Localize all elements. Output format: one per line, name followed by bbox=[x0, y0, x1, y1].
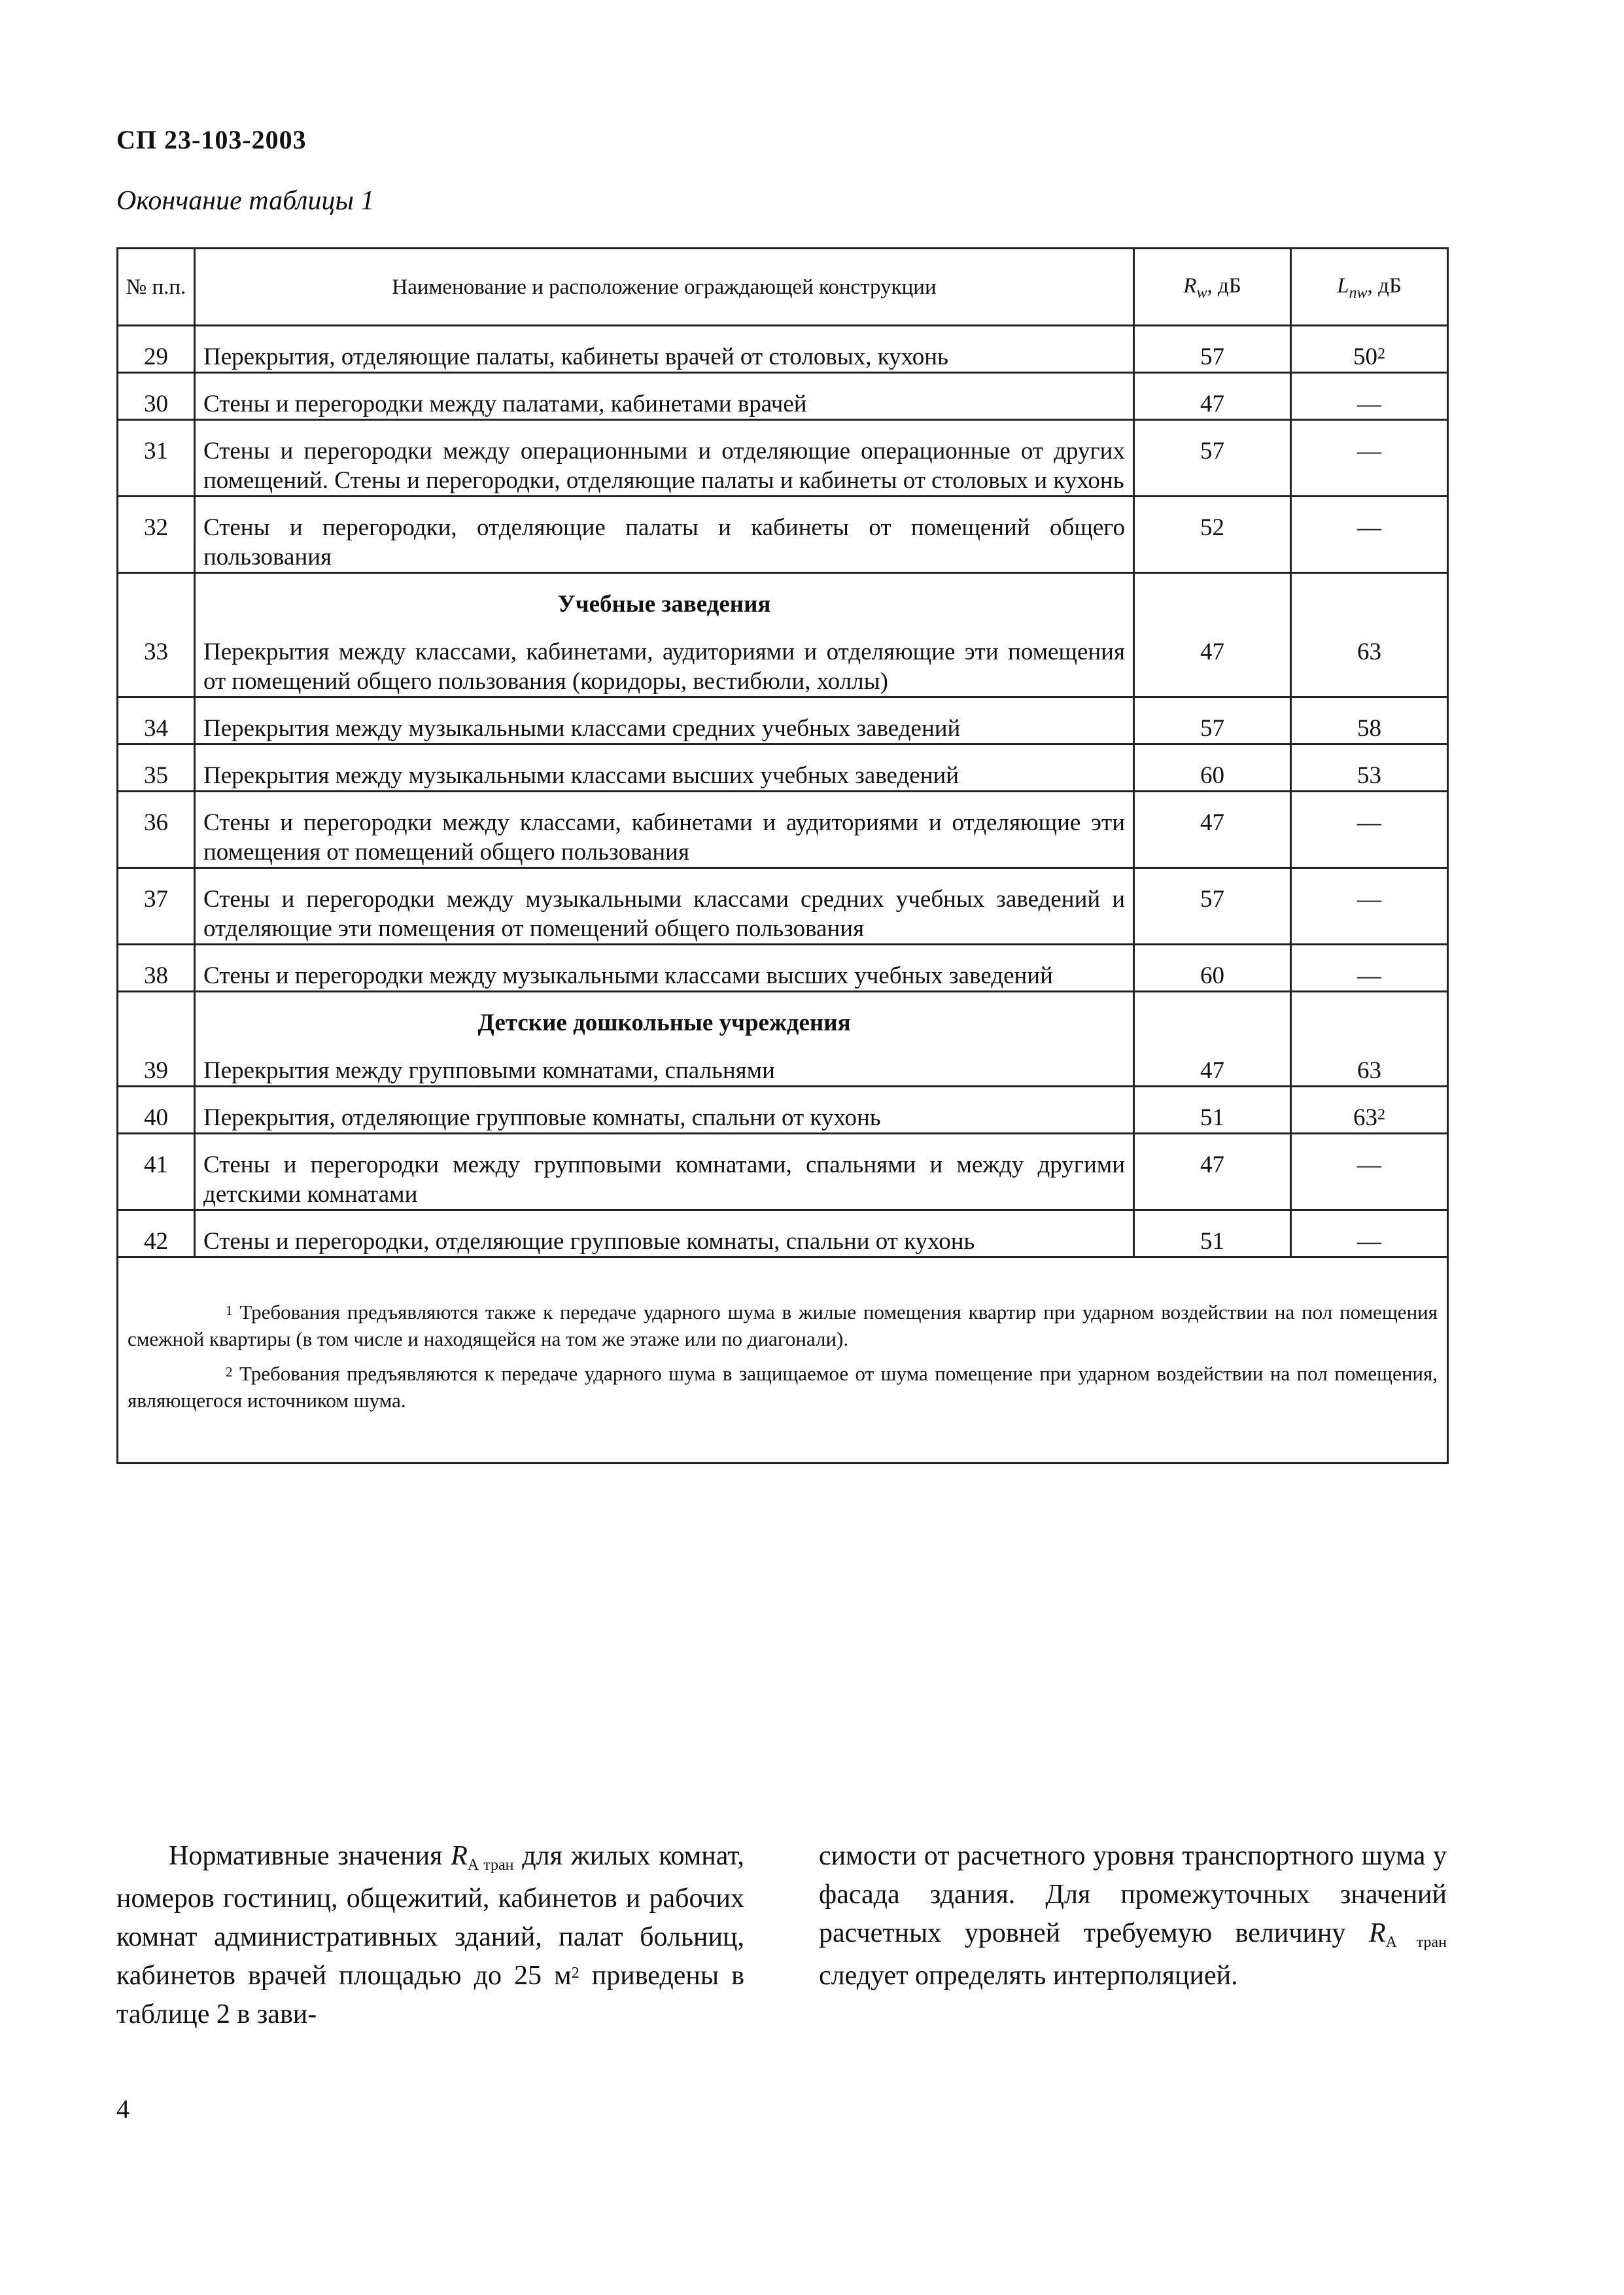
row-lnw-value bbox=[1291, 573, 1448, 697]
r-symbol: R bbox=[451, 1841, 468, 1871]
row-rw-value: 47 bbox=[1134, 1134, 1291, 1210]
table-row bbox=[118, 745, 1448, 792]
row-number: 41 bbox=[118, 1134, 195, 1210]
lnw-value-text: — bbox=[1357, 391, 1381, 417]
row-rw-value: 47 bbox=[1134, 573, 1291, 697]
notes-row bbox=[118, 1257, 1448, 1463]
footnote-text: Требования предъявляются к передаче ударного шума в защищаемое от шума помещение при ударном воздействии на пол помещения, являющегося источником шума. bbox=[128, 1362, 1438, 1412]
row-name bbox=[195, 497, 1134, 573]
lnw-value-text: — bbox=[1357, 1228, 1381, 1255]
row-lnw-value bbox=[1291, 420, 1448, 497]
row-number: 34 bbox=[118, 697, 195, 745]
row-name-text: Перекрытия между групповыми комнатами, спальнями bbox=[203, 1057, 775, 1084]
body-paragraph-right bbox=[819, 1837, 1447, 1995]
row-name bbox=[195, 992, 1134, 1087]
body-text-span: для жилых комнат, номеров гостиниц, общежитий, кабинетов и рабочих комнат административных зданий, палат больниц, кабинетов врачей площадью до 25 м bbox=[116, 1841, 744, 1991]
row-lnw-value bbox=[1291, 945, 1448, 992]
body-text-span: симости от расчетного уровня транспортного шума у фасада здания. Для промежуточных значений расчетных уровней требуемую величину bbox=[819, 1841, 1447, 1948]
row-number: 35 bbox=[118, 745, 195, 792]
lnw-value-text: — bbox=[1357, 1151, 1381, 1178]
row-lnw-value bbox=[1291, 992, 1448, 1087]
footnote-text: Требования предъявляются также к передаче ударного шума в жилые помещения квартир при ударном воздействии на пол помещения смежной квартиры (в том числе и находящейся на том же этаже или по диагонали). bbox=[128, 1301, 1438, 1350]
table-row bbox=[118, 1210, 1448, 1257]
rw-unit: , дБ bbox=[1207, 274, 1241, 298]
row-lnw-value bbox=[1291, 1134, 1448, 1210]
table-row bbox=[118, 373, 1448, 420]
r-symbol: R bbox=[1368, 1918, 1386, 1948]
r-subscript: A тран bbox=[1385, 1934, 1447, 1951]
footnote-number: 1 bbox=[226, 1303, 233, 1318]
row-lnw-value bbox=[1291, 326, 1448, 373]
header-lnw bbox=[1291, 249, 1448, 326]
row-name-text: Стены и перегородки между палатами, кабинетами врачей bbox=[203, 391, 807, 417]
page-number: 4 bbox=[116, 2094, 130, 2124]
table-row bbox=[118, 992, 1448, 1087]
requirements-table bbox=[116, 247, 1449, 1464]
footnote-mark: 2 bbox=[1377, 345, 1385, 362]
row-name bbox=[195, 1087, 1134, 1134]
body-text-span: следует определять интерполяцией. bbox=[819, 1961, 1238, 1991]
row-lnw-value bbox=[1291, 1210, 1448, 1257]
row-number: 30 bbox=[118, 373, 195, 420]
row-name bbox=[195, 1134, 1134, 1210]
body-paragraph-left bbox=[116, 1837, 744, 2034]
lnw-value-text: 63 bbox=[1353, 1104, 1377, 1131]
lnw-value-text: 63 bbox=[1357, 639, 1381, 665]
row-name bbox=[195, 1210, 1134, 1257]
row-name bbox=[195, 373, 1134, 420]
lnw-subscript: nw bbox=[1349, 285, 1368, 302]
body-text bbox=[116, 1837, 1447, 2034]
table-notes bbox=[118, 1257, 1448, 1463]
row-name-text: Стены и перегородки, отделяющие палаты и кабинеты от помещений общего пользования bbox=[203, 514, 1125, 570]
row-rw-value: 57 bbox=[1134, 420, 1291, 497]
row-name bbox=[195, 745, 1134, 792]
body-column-left bbox=[116, 1837, 744, 2034]
row-rw-value: 47 bbox=[1134, 373, 1291, 420]
lnw-value-text: — bbox=[1357, 438, 1381, 464]
rw-subscript: w bbox=[1196, 285, 1207, 302]
table-row bbox=[118, 1087, 1448, 1134]
table-row bbox=[118, 420, 1448, 497]
area-superscript: 2 bbox=[571, 1965, 579, 1982]
lnw-value-text: 53 bbox=[1357, 762, 1381, 789]
row-name bbox=[195, 420, 1134, 497]
row-rw-value: 60 bbox=[1134, 945, 1291, 992]
row-number: 31 bbox=[118, 420, 195, 497]
table-row bbox=[118, 497, 1448, 573]
row-lnw-value bbox=[1291, 373, 1448, 420]
lnw-value-text: 58 bbox=[1357, 715, 1381, 742]
header-name: Наименование и расположение ограждающей конструкции bbox=[195, 249, 1134, 326]
row-name bbox=[195, 868, 1134, 945]
row-name bbox=[195, 945, 1134, 992]
row-rw-value: 51 bbox=[1134, 1210, 1291, 1257]
row-rw-value: 60 bbox=[1134, 745, 1291, 792]
row-number: 37 bbox=[118, 868, 195, 945]
row-number: 38 bbox=[118, 945, 195, 992]
row-rw-value: 57 bbox=[1134, 326, 1291, 373]
table-row bbox=[118, 1134, 1448, 1210]
header-num: № п.п. bbox=[118, 249, 195, 326]
row-name-text: Перекрытия между музыкальными классами высших учебных заведений bbox=[203, 762, 959, 789]
table-row bbox=[118, 697, 1448, 745]
row-lnw-value bbox=[1291, 745, 1448, 792]
header-rw bbox=[1134, 249, 1291, 326]
row-name bbox=[195, 697, 1134, 745]
row-name bbox=[195, 792, 1134, 868]
body-column-right bbox=[819, 1837, 1447, 2034]
rw-symbol: R bbox=[1183, 274, 1197, 298]
row-lnw-value bbox=[1291, 792, 1448, 868]
lnw-unit: , дБ bbox=[1367, 274, 1402, 298]
row-name bbox=[195, 326, 1134, 373]
table-row bbox=[118, 573, 1448, 697]
row-name-text: Стены и перегородки между операционными и отделяющие операционные от других помещений. Стены и перегородки, отделяющие палаты и кабинеты от столовых и кухонь bbox=[203, 438, 1125, 494]
row-name-text: Стены и перегородки между групповыми комнатами, спальнями и между другими детскими комнатами bbox=[203, 1151, 1125, 1208]
row-rw-value: 52 bbox=[1134, 497, 1291, 573]
row-name-text: Перекрытия между классами, кабинетами, аудиториями и отделяющие эти помещения от помещений общего пользования (коридоры, вестибюли, холлы) bbox=[203, 639, 1125, 695]
footnote-number: 2 bbox=[226, 1364, 233, 1380]
row-number: 40 bbox=[118, 1087, 195, 1134]
row-rw-value: 57 bbox=[1134, 868, 1291, 945]
table-header-row bbox=[118, 249, 1448, 326]
lnw-symbol: L bbox=[1337, 274, 1349, 298]
table-caption: Окончание таблицы 1 bbox=[116, 186, 375, 216]
row-number: 42 bbox=[118, 1210, 195, 1257]
row-name-text: Стены и перегородки между музыкальными классами высших учебных заведений bbox=[203, 962, 1053, 989]
row-lnw-value bbox=[1291, 697, 1448, 745]
row-name-text: Стены и перегородки между музыкальными классами средних учебных заведений и отделяющие эти помещения от помещений общего пользования bbox=[203, 886, 1125, 942]
row-number: 33 bbox=[118, 573, 195, 697]
row-name-text: Стены и перегородки, отделяющие групповые комнаты, спальни от кухонь bbox=[203, 1228, 975, 1255]
row-lnw-value bbox=[1291, 868, 1448, 945]
row-number: 39 bbox=[118, 992, 195, 1087]
body-text-span: приведены в таблице 2 в зави- bbox=[116, 1961, 744, 2029]
row-lnw-value bbox=[1291, 1087, 1448, 1134]
table-row bbox=[118, 945, 1448, 992]
row-rw-value: 47 bbox=[1134, 792, 1291, 868]
row-name bbox=[195, 573, 1134, 697]
lnw-value-text: — bbox=[1357, 809, 1381, 836]
document-code: СП 23-103-2003 bbox=[116, 125, 307, 154]
row-lnw-value bbox=[1291, 497, 1448, 573]
footnote bbox=[128, 1360, 1438, 1414]
table-row bbox=[118, 868, 1448, 945]
row-rw-value: 57 bbox=[1134, 697, 1291, 745]
lnw-value-text: — bbox=[1357, 514, 1381, 541]
row-name-text: Стены и перегородки между классами, кабинетами и аудиториями и отделяющие эти помещения от помещений общего пользования bbox=[203, 809, 1125, 866]
footnote bbox=[128, 1299, 1438, 1352]
footnote-mark: 2 bbox=[1377, 1106, 1385, 1123]
table-row bbox=[118, 792, 1448, 868]
section-title: Детские дошкольные учреждения bbox=[477, 1009, 851, 1036]
row-rw-value: 47 bbox=[1134, 992, 1291, 1087]
row-name-text: Перекрытия, отделяющие палаты, кабинеты врачей от столовых, кухонь bbox=[203, 343, 948, 370]
row-name-text: Перекрытия, отделяющие групповые комнаты, спальни от кухонь bbox=[203, 1104, 881, 1131]
row-number: 36 bbox=[118, 792, 195, 868]
lnw-value-text: — bbox=[1357, 886, 1381, 913]
table-body bbox=[118, 326, 1448, 1257]
lnw-value-text: 50 bbox=[1353, 343, 1377, 370]
row-name-text: Перекрытия между музыкальными классами средних учебных заведений bbox=[203, 715, 961, 742]
r-subscript: A тран bbox=[467, 1857, 514, 1874]
row-number: 29 bbox=[118, 326, 195, 373]
section-title: Учебные заведения bbox=[557, 591, 771, 618]
body-text-span: Нормативные значения bbox=[169, 1841, 451, 1871]
table-row bbox=[118, 326, 1448, 373]
lnw-value-text: — bbox=[1357, 962, 1381, 989]
row-number: 32 bbox=[118, 497, 195, 573]
row-rw-value: 51 bbox=[1134, 1087, 1291, 1134]
lnw-value-text: 63 bbox=[1357, 1057, 1381, 1084]
